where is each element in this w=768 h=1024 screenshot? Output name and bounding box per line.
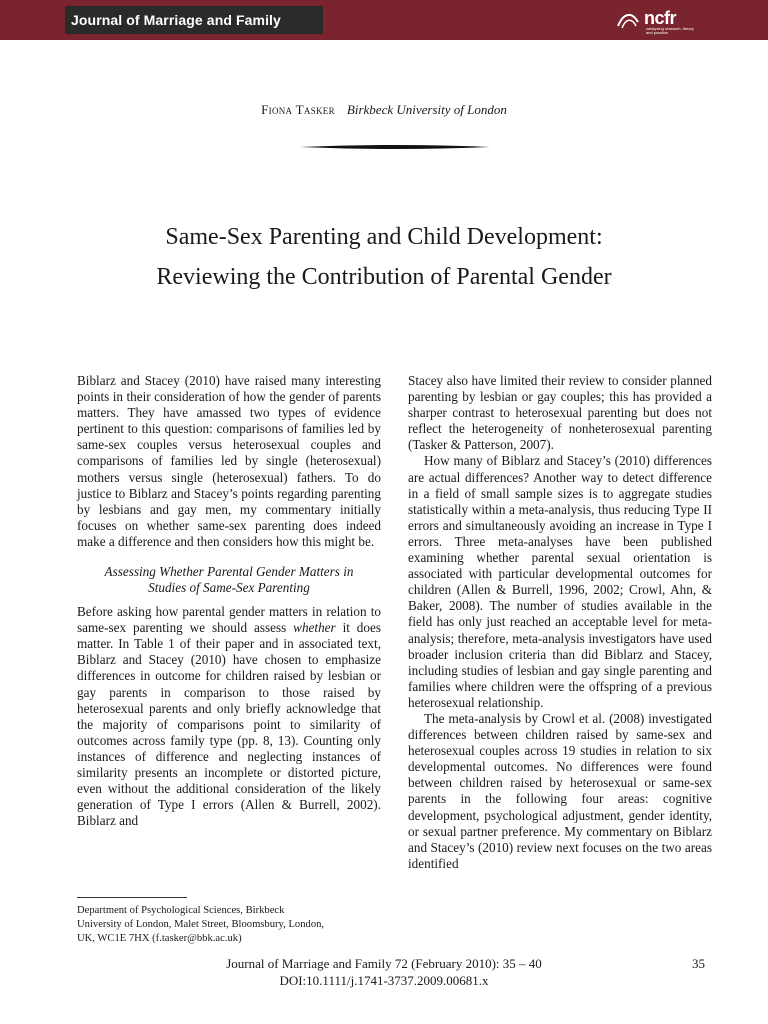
- author-footnote: Department of Psychological Sciences, Birkbeck University of London, Malet Street, Bloomsbury, London, UK, WC1E 7HX (f.tasker@bbk.ac.uk): [77, 905, 325, 944]
- body-paragraph: The meta-analysis by Crowl et al. (2008) investigated differences between children raised by same-sex and heterosexual couples across 19 studies in relation to six developmental outcomes. No differences were found between children raised by heterosexual or same-sex parents in the following four areas: cognitive development, psychological adjustment, gender identity, or sexual partner preference. My commentary on Biblarz and Stacey’s (2010) review next focuses on the two areas identified: [408, 710, 712, 871]
- body-paragraph: Stacey also have limited their review to consider planned parenting by lesbian or gay couples; this has provided a sharper contrast to heterosexual parenting but does not reflect the heterogeneity of nonheterosexual parenting (Tasker & Patterson, 2007).: [408, 373, 712, 453]
- doi-text: DOI:10.1111/j.1741-3737.2009.00681.x: [279, 972, 489, 988]
- citation-text: Journal of Marriage and Family 72 (February 2010): 35 – 40: [226, 956, 542, 971]
- author-name: Fiona Tasker: [261, 102, 335, 117]
- footer-citation: [0, 956, 768, 989]
- footnote-rule: [77, 897, 187, 898]
- body-paragraph: How many of Biblarz and Stacey’s (2010) differences are actual differences? Another way to detect difference in a field of small sample sizes is to aggregate studies statistically within a meta-analysis, thus reducing Type II errors and simultaneously avoiding an increase in Type I errors. Three meta-analyses have been published examining whether parental sexual orientation is associated with particular developmental outcomes for children (Allen & Burrell, 1996, 2002; Crowl, Ahn, & Baker, 2008). The number of studies available in the field has only just reached an acceptable level for meta-analysis; therefore, meta-analysis investigators have used broader inclusion criteria than did Biblarz and Stacey, including studies of lesbian and gay single parenting and families where children were the offspring of a previous heterosexual relationship.: [408, 453, 712, 710]
- left-column: [77, 373, 381, 829]
- article-title-line-1: Same-Sex Parenting and Child Development:: [165, 224, 603, 250]
- title-divider: [300, 143, 490, 151]
- publisher-logo-text: ncfr: [644, 8, 677, 28]
- page-number: 35: [692, 956, 705, 971]
- journal-name-badge: Journal of Marriage and Family: [65, 6, 323, 34]
- section-heading: Assessing Whether Parental Gender Matters in Studies of Same-Sex Parenting: [104, 564, 354, 596]
- right-column: [408, 373, 712, 872]
- journal-header-bar: [0, 0, 768, 40]
- publisher-logo: [614, 8, 694, 36]
- emphasized-word: whether: [293, 620, 336, 636]
- author-affiliation: Birkbeck University of London: [346, 102, 507, 117]
- body-paragraph: Before asking how parental gender matters in relation to same-sex parenting we should assess whether it does matter. In Table 1 of their paper and in associated text, Biblarz and Stacey (2010) have chosen to emphasize differences in outcome for children raised by lesbian or gay parents in comparison to those raised by heterosexual parents and only briefly acknowledge that the majority of comparisons point to similarity of outcomes across family type (pp. 8, 13). Counting only instances of difference and neglecting instances of similarity presents an incomplete or distorted picture, even without the additional consideration of the likely generation of Type I errors (Allen & Burrell, 2002). Biblarz and: [77, 604, 381, 829]
- ncfr-swirl-icon: [614, 8, 642, 30]
- author-line: [0, 102, 768, 118]
- publisher-tagline: catalyzing research, theory and practice: [646, 26, 694, 35]
- article-title-line-2: Reviewing the Contribution of Parental Gender: [156, 264, 612, 290]
- body-paragraph: Biblarz and Stacey (2010) have raised many interesting points in their consideration of how the gender of parents matters. They have amassed two types of evidence pertinent to this question: comparisons of families led by same-sex couples versus heterosexual couples and comparisons of families led by single (heterosexual) mothers versus single (heterosexual) fathers. To do justice to Biblarz and Stacey’s points regarding parenting by lesbians and gay men, my commentary initially focuses on whether same-sex parenting does indeed make a difference and then considers how this might be.: [77, 373, 381, 549]
